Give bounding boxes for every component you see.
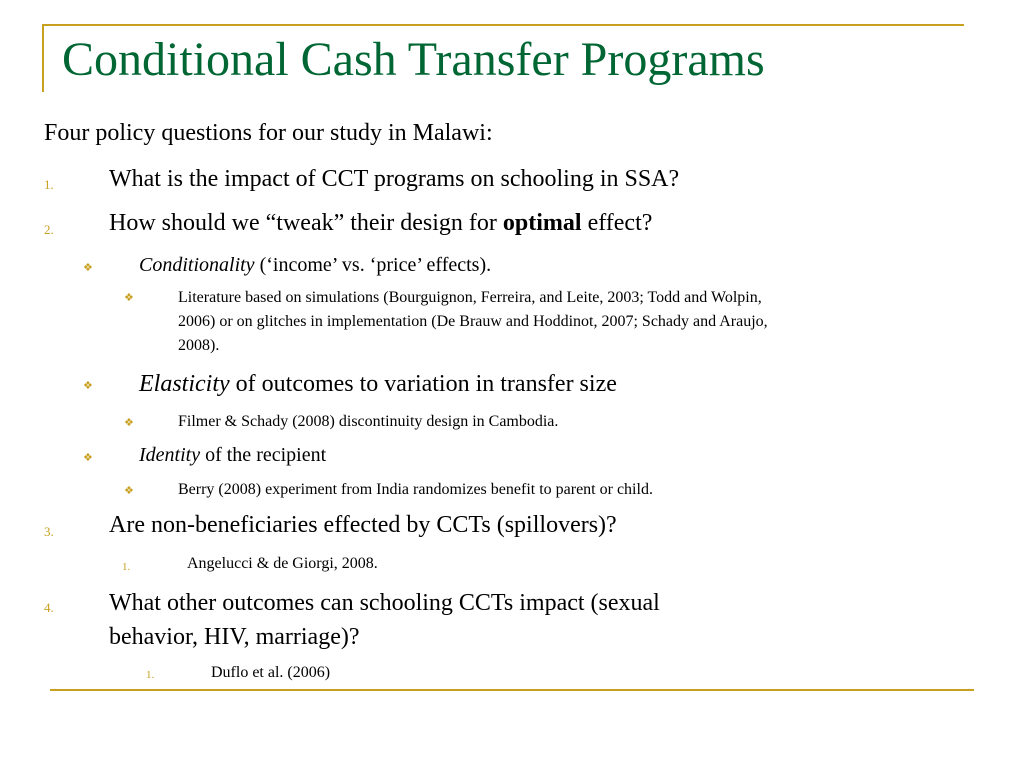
q2-text-after: effect? <box>581 210 653 236</box>
q2-sub3-detail: Berry (2008) experiment from India randomizes benefit to parent or child. <box>178 481 653 498</box>
q4-number: 4. <box>44 600 54 615</box>
q1-text: What is the impact of CCT programs on schooling in SSA? <box>109 166 680 192</box>
q2-text-bold: optimal <box>502 210 582 236</box>
bullet-diamond-icon: ❖ <box>83 262 93 274</box>
q2-number: 2. <box>44 222 54 237</box>
q1-number: 1. <box>44 177 54 192</box>
bullet-diamond-icon: ❖ <box>124 292 134 304</box>
q2-sub1-detail-line2: 2006) or on glitches in implementation (De Brauw and Hoddinot, 2007; Schady and Araujo, <box>178 313 768 330</box>
intro-text: Four policy questions for our study in Malawi: <box>44 120 493 146</box>
q3-text: Are non-beneficiaries effected by CCTs (spillovers)? <box>109 512 617 538</box>
frame-left-rule <box>42 24 44 92</box>
q2-text-before: How should we “tweak” their design for <box>109 210 503 236</box>
q2-sub2-rest: of outcomes to variation in transfer size <box>229 371 617 397</box>
q3-number: 3. <box>44 524 54 539</box>
q3-sub-text: Angelucci & de Giorgi, 2008. <box>187 555 378 572</box>
q2-sub1-text <box>139 254 491 277</box>
bullet-diamond-icon: ❖ <box>83 380 93 392</box>
bullet-diamond-icon: ❖ <box>124 485 134 497</box>
q2-sub1-italic: Conditionality <box>139 254 255 276</box>
q4-text-line2: behavior, HIV, marriage)? <box>109 624 360 650</box>
frame-bottom-rule <box>50 689 974 691</box>
q4-sub-number: 1. <box>146 669 155 681</box>
q3-sub-number: 1. <box>122 561 131 573</box>
q2-sub2-text <box>139 371 617 399</box>
q2-sub3-rest: of the recipient <box>200 444 327 466</box>
q4-sub-text: Duflo et al. (2006) <box>211 664 331 681</box>
q2-sub2-detail: Filmer & Schady (2008) discontinuity design in Cambodia. <box>178 413 559 430</box>
slide-title: Conditional Cash Transfer Programs <box>62 33 765 86</box>
bullet-diamond-icon: ❖ <box>83 452 93 464</box>
bullet-diamond-icon: ❖ <box>124 417 134 429</box>
q2-sub3-text <box>139 444 326 467</box>
frame-top-rule <box>42 24 964 26</box>
q2-sub1-detail-line3: 2008). <box>178 337 220 354</box>
q2-sub1-rest: (‘income’ vs. ‘price’ effects). <box>254 254 492 276</box>
q4-text-line1: What other outcomes can schooling CCTs impact (sexual <box>109 590 660 616</box>
q2-sub1-detail-line1: Literature based on simulations (Bourguignon, Ferreira, and Leite, 2003; Todd and Wolpin, <box>178 289 762 306</box>
q2-sub3-italic: Identity <box>139 444 201 466</box>
q2-text <box>109 210 652 238</box>
q2-sub2-italic: Elasticity <box>139 371 230 397</box>
